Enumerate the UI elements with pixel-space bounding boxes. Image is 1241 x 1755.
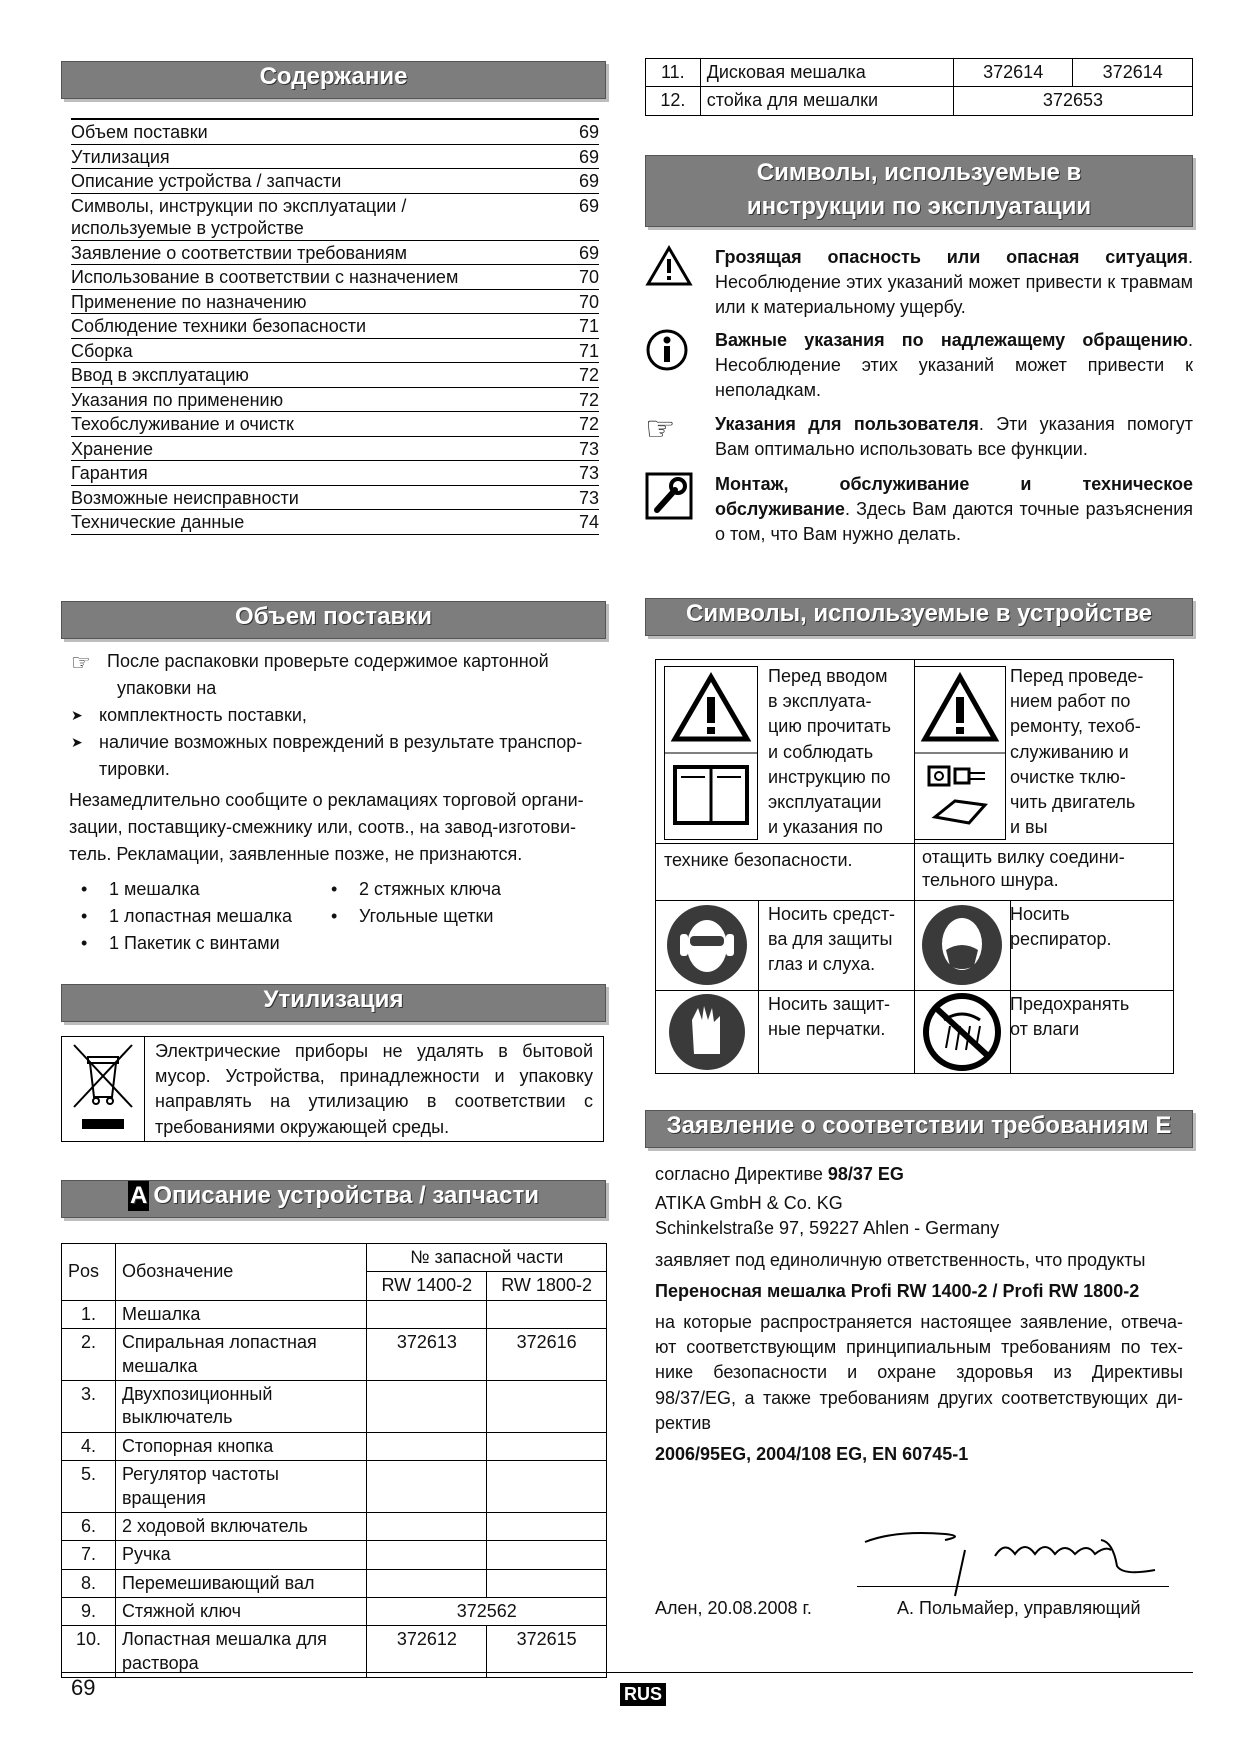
parts-name-line: Перемешивающий вал	[121, 1572, 315, 1593]
toc-row	[71, 144, 599, 169]
declaration-signer: А. Польмайер, управляющий	[897, 1598, 1141, 1618]
disposal-title: Утилизация	[263, 986, 404, 1013]
delivery-section	[69, 648, 609, 957]
declaration-company: ATIKA GmbH & Co. KG	[655, 1193, 843, 1214]
delivery-items-left	[69, 876, 319, 957]
warning-book-icon	[664, 666, 758, 840]
toc-row	[71, 436, 599, 461]
toc-item-label-line: Гарантия	[71, 463, 148, 483]
parts-number-model1	[367, 1569, 487, 1597]
toc-row	[71, 510, 599, 535]
symbols-device-title: Символы, используемые в устройстве	[686, 600, 1152, 627]
parts-name-line: 2 ходовой включатель	[121, 1515, 308, 1536]
device-symbol-text-line: от влаги	[1010, 1019, 1080, 1040]
parts-pos: 4.	[62, 1432, 116, 1460]
parts-number-model1	[367, 1380, 487, 1432]
device-symbol-unplug-cont	[922, 846, 1125, 893]
toc-row	[71, 461, 599, 486]
device-symbol-text-line: цию прочитать	[768, 716, 891, 737]
device-symbol-unplug	[914, 660, 1173, 843]
parts-pos: 12.	[646, 87, 701, 115]
device-symbol-text-line: и вы	[1010, 817, 1048, 838]
symbol-danger-bold: Грозящая опасность или опасная ситуация	[715, 247, 1188, 267]
parts-row	[62, 1541, 607, 1569]
device-symbol-read-manual-cont: технике безопасности.	[664, 850, 853, 870]
device-symbol-text-line: инструкцию по	[768, 766, 891, 787]
respirator-icon	[914, 900, 1011, 990]
warning-triangle-icon	[645, 245, 715, 321]
parts-number-shared: 372562	[367, 1598, 607, 1626]
toc-item-page: 73	[559, 461, 599, 486]
device-symbol-text-line: Предохранять	[1010, 994, 1130, 1014]
parts-pos: 11.	[646, 59, 701, 87]
delivery-item	[69, 903, 319, 930]
symbols-manual-title-line1: Символы, используемые в	[756, 159, 1082, 186]
parts-row	[646, 87, 1193, 115]
toc-table	[71, 118, 599, 535]
symbol-important-bold: Важные указания по надлежащему обращению	[715, 330, 1188, 350]
footer-rule	[61, 1672, 1193, 1673]
toc-row	[71, 193, 599, 240]
parts-number-model2	[487, 1432, 607, 1460]
delivery-item-text: 1 мешалка	[109, 879, 200, 899]
declaration-place-date: Ален, 20.08.2008 г.	[655, 1598, 812, 1618]
parts-number-model1: 372613	[367, 1329, 487, 1381]
toc-item-label	[71, 461, 559, 486]
device-symbol-text-line: ные перчатки.	[768, 1019, 886, 1040]
toc-row	[71, 387, 599, 412]
toc-item-label	[71, 510, 559, 535]
toc-item-label-line: Соблюдение техники безопасности	[71, 316, 367, 336]
toc-item-label-line: Использование в соответствии с назначением	[71, 267, 459, 287]
device-symbol-text-line: чить двигатель	[1010, 791, 1136, 812]
parts-name-line2: раствора	[121, 1652, 199, 1673]
toc-item-page: 74	[559, 510, 599, 535]
symbol-user-hint-text: . Эти указания помогут Вам оптимально использовать все функции.	[715, 414, 1194, 460]
device-symbol-text-line: Носить защит-	[768, 994, 891, 1014]
symbol-maintenance	[645, 472, 1193, 548]
disposal-line1: Электрические приборы не удалять в бытовой	[155, 1041, 593, 1061]
parts-number-model2	[487, 1300, 607, 1328]
parts-name	[115, 1598, 367, 1626]
page-number: 69	[71, 1675, 96, 1700]
parts-number-model1	[367, 1300, 487, 1328]
parts-number-model2: 372615	[487, 1626, 607, 1678]
disposal-line2: мусор. Устройства, принадлежности и упаковку	[155, 1066, 593, 1087]
parts-pos: 7.	[62, 1541, 116, 1569]
toc-row	[71, 338, 599, 363]
parts-name	[115, 1329, 367, 1381]
toc-item-label-line: Применение по назначению	[71, 291, 307, 312]
declaration-standards: 2006/95EG, 2004/108 EG, EN 60745-1	[655, 1443, 969, 1464]
bullet-icon: •	[331, 906, 338, 926]
parts-name-line: стойка для мешалки	[706, 90, 879, 111]
bullet-icon: •	[81, 906, 88, 926]
device-symbol-text-line: и указания по	[768, 817, 883, 838]
parts-name-line2: вращения	[121, 1487, 206, 1508]
declaration-address: Schinkelstraße 97, 59227 Ahlen - Germany	[655, 1218, 1000, 1239]
declaration-paragraph	[655, 1310, 1183, 1436]
toc-item-label-line: Символы, инструкции по эксплуатации /	[71, 195, 407, 216]
delivery-check2	[69, 729, 609, 783]
declaration-header	[645, 1110, 1193, 1148]
toc-item-page: 71	[559, 338, 599, 363]
delivery-check2-line1: наличие возможных повреждений в результате транспор-	[99, 732, 583, 752]
parts-number-model2	[487, 1461, 607, 1513]
device-symbol-moisture	[914, 990, 1173, 1073]
declaration-directive	[655, 1162, 1183, 1187]
parts-name	[115, 1300, 367, 1328]
declaration-body	[655, 1162, 1183, 1467]
delivery-item-text: 1 лопастная мешалка	[109, 906, 293, 926]
toc-item-label-line: Объем поставки	[71, 122, 208, 142]
device-symbol-text-line: ремонту, техоб-	[1010, 716, 1141, 737]
parts-row	[62, 1598, 607, 1626]
parts-row	[62, 1569, 607, 1597]
parts-col-name: Обозначение	[115, 1244, 367, 1301]
parts-number-model2: 372614	[1073, 59, 1193, 87]
toc-item-label	[71, 387, 559, 412]
pointing-hand-icon: ☞	[645, 410, 676, 448]
parts-name-line: Спиральная лопастная	[121, 1332, 317, 1353]
device-symbol-text-line: служиванию и	[1010, 741, 1129, 762]
delivery-items	[69, 876, 609, 957]
parts-name-line2: мешалка	[121, 1355, 198, 1376]
device-symbol-text-line: эксплуатации	[768, 791, 882, 812]
parts-pos: 1.	[62, 1300, 116, 1328]
parts-number-model2	[487, 1512, 607, 1540]
parts-title-badge: A	[130, 1182, 148, 1209]
parts-number-model2: 372616	[487, 1329, 607, 1381]
delivery-check1	[69, 702, 609, 729]
toc-item-page: 69	[559, 119, 599, 144]
device-symbol-text-line: нием работ по	[1010, 691, 1131, 712]
parts-name	[115, 1461, 367, 1513]
delivery-item	[319, 876, 501, 903]
device-symbol-text-line: Перед вводом	[768, 666, 888, 686]
toc-row	[71, 265, 599, 290]
toc-item-label-line: Хранение	[71, 438, 153, 459]
toc-item-label-line: Заявление о соответствии требованиям	[71, 242, 407, 263]
delivery-check1-text: комплектность поставки,	[99, 705, 307, 725]
parts-pos: 9.	[62, 1598, 116, 1626]
toc-item-page: 69	[559, 169, 599, 194]
device-symbol-gloves	[656, 990, 914, 1073]
parts-pos: 8.	[62, 1569, 116, 1597]
disposal-header	[61, 984, 606, 1022]
info-circle-icon	[645, 328, 715, 404]
parts-number-shared: 372653	[953, 87, 1192, 115]
eye-ear-protection-icon	[656, 900, 759, 990]
declaration-title: Заявление о соответствии требованиям Е	[666, 1112, 1172, 1139]
parts-number-model1: 372614	[953, 59, 1073, 87]
parts-row	[62, 1300, 607, 1328]
parts-col-pos: Pos	[62, 1244, 116, 1301]
device-symbol-read-manual-text	[768, 664, 891, 840]
device-symbol-text-line: Носить	[1010, 904, 1070, 924]
delivery-para-line3: тель. Рекламации, заявленные позже, не признаются.	[69, 844, 523, 864]
symbol-user-hint	[645, 412, 1193, 462]
delivery-intro-line2: упаковки на	[117, 678, 217, 698]
delivery-intro-line1: После распаковки проверьте содержимое картонной	[107, 651, 549, 671]
toc-row	[71, 289, 599, 314]
device-symbol-text-line: ва для защиты	[768, 929, 893, 950]
toc-item-page: 72	[559, 363, 599, 388]
toc-item-page: 70	[559, 265, 599, 290]
toc-row	[71, 412, 599, 437]
parts-number-model1	[367, 1512, 487, 1540]
toc-item-page: 69	[559, 240, 599, 265]
toc-item-label	[71, 436, 559, 461]
toc-row	[71, 169, 599, 194]
toc-item-label-line: Сборка	[71, 340, 133, 361]
declaration-paragraph-line: ректив	[655, 1412, 711, 1433]
parts-name-line: Стяжной ключ	[121, 1601, 242, 1622]
toc-item-page: 72	[559, 412, 599, 437]
toc-item-label	[71, 193, 559, 240]
parts-name	[700, 59, 953, 87]
symbols-manual-header	[645, 155, 1193, 227]
delivery-header	[61, 601, 606, 639]
parts-number-model1	[367, 1432, 487, 1460]
parts-name	[115, 1512, 367, 1540]
toc-item-label	[71, 265, 559, 290]
parts-name-line2: выключатель	[121, 1407, 233, 1428]
toc-item-page: 73	[559, 436, 599, 461]
toc-item-label	[71, 169, 559, 194]
device-symbol-eye-ear	[656, 900, 914, 990]
device-symbol-text-line: в эксплуата-	[768, 691, 872, 712]
device-symbol-text-line: Перед проведе-	[1010, 666, 1144, 686]
pointing-hand-icon: ☞	[71, 650, 91, 675]
device-symbol-unplug-text	[1010, 664, 1143, 840]
toc-item-page: 72	[559, 387, 599, 412]
toc-row	[71, 485, 599, 510]
signature-image	[855, 1520, 1165, 1600]
toc-item-label	[71, 338, 559, 363]
parts-row	[646, 59, 1193, 87]
toc-item-label	[71, 412, 559, 437]
parts-name-line: Мешалка	[121, 1303, 201, 1324]
toc-item-label	[71, 119, 559, 144]
delivery-item	[319, 903, 501, 930]
toc-item-page: 73	[559, 485, 599, 510]
parts-name	[115, 1569, 367, 1597]
declaration-product: Переносная мешалка Profi RW 1400-2 / Profi RW 1800-2	[655, 1280, 1140, 1301]
toc-item-label	[71, 144, 559, 169]
parts-title: Описание устройства / запчасти	[153, 1182, 539, 1209]
declaration-paragraph-line: 98/37/EG, а также требованиям других соответствующих ди-	[655, 1387, 1183, 1408]
parts-pos: 10.	[62, 1626, 116, 1678]
wrench-icon	[645, 472, 715, 548]
declaration-directive-pre: согласно Директиве	[655, 1164, 828, 1184]
parts-pos: 2.	[62, 1329, 116, 1381]
delivery-item-text: 1 Пакетик с винтами	[109, 933, 280, 953]
toc-item-page: 70	[559, 289, 599, 314]
symbols-device-header	[645, 598, 1193, 636]
device-symbol-eye-ear-text	[768, 902, 895, 978]
device-symbol-respirator-text	[1010, 902, 1112, 952]
parts-row	[62, 1432, 607, 1460]
parts-table-continued	[645, 58, 1193, 116]
symbol-important-text: . Несоблюдение этих указаний может привести к неполадкам.	[715, 330, 1193, 401]
delivery-para-line2: зации, поставщику-смежнику или, соотв., на завод-изготови-	[69, 817, 576, 837]
declaration-declares: заявляет под единоличную ответственность, что продукты	[655, 1249, 1146, 1270]
disposal-line4: требованиями окружающей среды.	[155, 1116, 450, 1137]
parts-row	[62, 1329, 607, 1381]
declaration-directive-number: 98/37 EG	[827, 1164, 904, 1184]
symbol-important	[645, 328, 1193, 404]
no-rain-icon	[914, 990, 1011, 1073]
disposal-box	[61, 1036, 604, 1142]
toc-item-label-line: Утилизация	[71, 146, 170, 167]
crossed-bin-icon	[62, 1037, 145, 1141]
parts-name	[115, 1626, 367, 1678]
parts-header	[61, 1180, 606, 1218]
parts-name-line: Стопорная кнопка	[121, 1435, 274, 1456]
delivery-check2-line2: тировки.	[99, 759, 170, 779]
parts-name-line: Лопастная мешалка для	[121, 1629, 327, 1650]
gloves-icon	[656, 990, 759, 1073]
toc-item-label-line: Техобслуживание и очистк	[71, 414, 294, 434]
parts-name-line: Дисковая мешалка	[706, 62, 866, 82]
symbol-danger-text: . Несоблюдение этих указаний может привести к травмам или к материальному ущербу.	[715, 247, 1193, 318]
symbol-maintenance-text: . Здесь Вам даются точные разъяснения о том, что Вам нужно делать.	[715, 499, 1193, 545]
bullet-icon: •	[331, 879, 338, 899]
declaration-paragraph-line: нике безопасности и охране здоровья из Директивы	[655, 1362, 1183, 1383]
parts-row	[62, 1626, 607, 1678]
delivery-item	[69, 930, 319, 957]
parts-name	[115, 1432, 367, 1460]
parts-name	[700, 87, 953, 115]
parts-table	[61, 1243, 607, 1678]
parts-name	[115, 1380, 367, 1432]
device-symbol-text-line: тельного шнура.	[922, 870, 1059, 891]
delivery-para-line1: Незамедлительно сообщите о рекламациях торговой органи-	[69, 790, 584, 810]
parts-row	[62, 1461, 607, 1513]
toc-item-label	[71, 363, 559, 388]
toc-item-label-line2: используемые в устройстве	[71, 218, 304, 238]
arrow-bullet-icon: ➤	[71, 734, 83, 750]
parts-number-model2	[487, 1380, 607, 1432]
toc-item-label-line: Возможные неисправности	[71, 487, 299, 508]
declaration-paragraph-line: на которые распространяется настоящее заявление, отвеча-	[655, 1311, 1183, 1332]
device-symbol-text-line: очистке тклю-	[1010, 766, 1126, 787]
toc-item-page: 69	[559, 193, 599, 240]
toc-row	[71, 314, 599, 339]
parts-pos: 3.	[62, 1380, 116, 1432]
declaration-paragraph-line: ют соответствующим принципиальным требованиям по тех-	[655, 1337, 1183, 1358]
parts-number-model1	[367, 1541, 487, 1569]
symbol-danger	[645, 245, 1193, 321]
bullet-icon: •	[81, 879, 88, 899]
parts-number-model2	[487, 1569, 607, 1597]
device-symbol-text-line: респиратор.	[1010, 929, 1112, 950]
toc-item-page: 69	[559, 144, 599, 169]
parts-col-spare: № запасной части	[367, 1244, 607, 1272]
parts-pos: 6.	[62, 1512, 116, 1540]
parts-name-line: Ручка	[121, 1544, 171, 1565]
bullet-icon: •	[81, 933, 88, 953]
symbol-maintenance-bold: Монтаж, обслуживание и техническое обслуживание	[715, 474, 1193, 520]
toc-row	[71, 119, 599, 144]
signature-line	[857, 1586, 1169, 1587]
toc-item-label	[71, 485, 559, 510]
parts-row	[62, 1380, 607, 1432]
device-symbol-read-manual	[656, 660, 915, 843]
device-symbol-gloves-text	[768, 992, 890, 1042]
toc-item-label-line: Ввод в эксплуатацию	[71, 365, 249, 385]
parts-number-model1	[367, 1461, 487, 1513]
parts-pos: 5.	[62, 1461, 116, 1513]
parts-col-model2: RW 1800-2	[487, 1272, 607, 1300]
parts-name-line: Двухпозиционный	[121, 1383, 273, 1404]
parts-row	[62, 1512, 607, 1540]
symbol-user-hint-bold: Указания для пользователя	[715, 414, 979, 434]
toc-row	[71, 240, 599, 265]
parts-name-line: Регулятор частоты	[121, 1464, 279, 1485]
parts-number-model2	[487, 1541, 607, 1569]
delivery-title: Объем поставки	[235, 603, 432, 630]
toc-row	[71, 363, 599, 388]
toc-item-label-line: Описание устройства / запчасти	[71, 171, 342, 191]
delivery-items-right	[319, 876, 501, 957]
device-symbol-text-line: отащить вилку соедини-	[922, 847, 1125, 867]
toc-title: Содержание	[259, 63, 408, 90]
language-badge: RUS	[620, 1683, 666, 1706]
parts-name	[115, 1541, 367, 1569]
device-symbols-grid	[655, 659, 1174, 1074]
delivery-intro	[69, 648, 609, 702]
toc-item-label	[71, 289, 559, 314]
toc-item-label-line: Технические данные	[71, 512, 245, 532]
device-symbol-text-line: глаз и слуха.	[768, 954, 876, 975]
device-symbol-respirator	[914, 900, 1173, 990]
symbols-manual-title-line2: инструкции по эксплуатации	[746, 192, 1092, 220]
parts-number-model1: 372612	[367, 1626, 487, 1678]
toc-item-label	[71, 240, 559, 265]
delivery-item-text: 2 стяжных ключа	[359, 879, 501, 899]
arrow-bullet-icon: ➤	[71, 707, 83, 723]
device-symbol-moisture-text	[1010, 992, 1129, 1042]
toc-item-page: 71	[559, 314, 599, 339]
toc-item-label-line: Указания по применению	[71, 389, 284, 410]
device-symbol-text-line: и соблюдать	[768, 741, 874, 762]
parts-col-model1: RW 1400-2	[367, 1272, 487, 1300]
delivery-item-text: Угольные щетки	[359, 906, 494, 926]
delivery-item	[69, 876, 319, 903]
delivery-paragraph	[69, 787, 609, 868]
disposal-line3: направлять на утилизацию в соответствии с	[155, 1091, 593, 1112]
disposal-text	[145, 1037, 603, 1141]
toc-item-label	[71, 314, 559, 339]
device-symbol-text-line: Носить средст-	[768, 904, 896, 924]
warning-plug-icon	[914, 666, 1006, 840]
toc-header	[61, 61, 606, 99]
